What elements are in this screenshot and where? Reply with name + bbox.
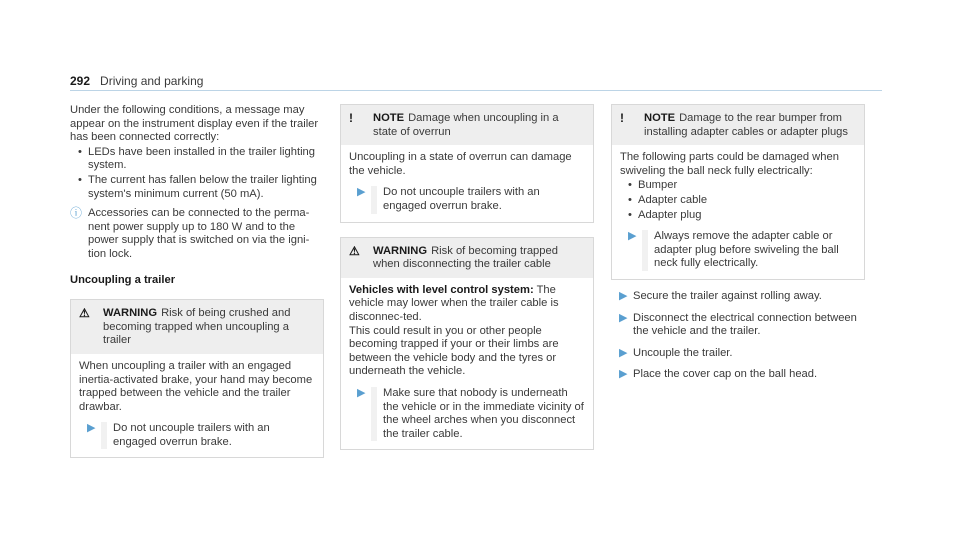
- warning-box: [70, 299, 324, 458]
- list-item: • The current has fallen below the trailer lighting system's minimum current (50 mA).: [70, 174, 324, 201]
- step-item: ▶ Do not uncouple trailers with an engaged overrun brake.: [79, 422, 315, 449]
- step-item: ▶ Disconnect the electrical connection between the vehicle and the trailer.: [611, 312, 865, 339]
- column-3: [611, 104, 865, 382]
- note-label: NOTE: [644, 112, 676, 124]
- note-header: [612, 105, 864, 145]
- note-box: [340, 104, 594, 223]
- step-arrow-icon: ▶: [357, 386, 366, 399]
- step-item: ▶ Make sure that nobody is underneath the vehicle or in the immediate vicinity of the wheel arches when you disconnect the trailer cable.: [349, 387, 585, 441]
- warning-header: [341, 238, 593, 278]
- step-arrow-icon: ▶: [619, 311, 628, 324]
- step-arrow-icon: ▶: [357, 186, 366, 199]
- step-item: ▶ Always remove the adapter cable or adapter plug before swiveling the ball neck fully electrically.: [620, 230, 856, 271]
- step-list: [611, 290, 865, 382]
- step-arrow-icon: ▶: [87, 422, 96, 435]
- list-item: • Adapter cable: [620, 194, 856, 208]
- warning-triangle-icon: ⚠: [349, 243, 360, 258]
- subheading: Uncoupling a trailer: [70, 273, 176, 286]
- step-item: ▶ Do not uncouple trailers with an engaged overrun brake.: [349, 186, 585, 213]
- header-rule: [70, 90, 882, 91]
- step-item: ▶ Place the cover cap on the ball head.: [611, 368, 865, 382]
- note-box: [611, 104, 865, 280]
- note-exclamation-icon: !: [620, 111, 624, 125]
- section-title: Driving and parking: [100, 74, 204, 88]
- warning-label: WARNING: [103, 307, 158, 320]
- warning-triangle-icon: ⚠: [79, 306, 90, 321]
- warning-body: Vehicles with level control system: The vehicle may lower when the trailer cable is disconnec-ted. This could result in you or other people becoming trapped if your or their limbs are between the vehicle body and the tyres or underneath the vehicle. ▶ Make sure that nobody is underneath the vehicle or in the immediate vicinity of the wheel arches when you disconnect the trailer cable.: [349, 283, 584, 440]
- step-arrow-icon: ▶: [619, 289, 628, 302]
- list-item: • LEDs have been installed in the trailer lighting system.: [70, 146, 324, 173]
- warning-header: [71, 300, 323, 354]
- page-number: 292: [70, 74, 91, 88]
- bullet-dot: •: [628, 208, 632, 221]
- note-header: [341, 105, 593, 145]
- note-title: Damage to the rear bumper from installing adapter cables or adapter plugs: [644, 112, 848, 138]
- step-item: ▶ Secure the trailer against rolling away.: [611, 290, 865, 304]
- warning-title: Risk of being crushed and becoming trapped when uncoupling a trailer: [103, 307, 291, 347]
- intro-text: Under the following conditions, a message may appear on the instrument display even if the trailer has been connected correctly:: [70, 104, 319, 144]
- note-title: Damage when uncoupling in a state of overrun: [373, 112, 559, 138]
- note-exclamation-icon: !: [349, 111, 353, 125]
- step-item: ▶ Uncouple the trailer.: [611, 347, 865, 361]
- page-header: [70, 74, 203, 88]
- warning-title: Risk of becoming trapped when disconnecting the trailer cable: [373, 244, 558, 271]
- step-arrow-icon: ▶: [628, 230, 637, 243]
- warning-label: WARNING: [373, 244, 428, 257]
- column-1: [70, 104, 324, 458]
- warning-body: When uncoupling a trailer with an engaged inertia-activated brake, your hand may become trapped between the vehicle and the trailer drawbar. ▶ Do not uncouple trailers with an engaged overrun brake.: [71, 354, 323, 458]
- note-body: Uncoupling in a state of overrun can damage the vehicle. ▶ Do not uncouple trailers with an engaged overrun brake.: [341, 145, 593, 221]
- bullet-dot: •: [628, 193, 632, 206]
- bullet-dot: •: [78, 145, 82, 158]
- step-arrow-icon: ▶: [619, 346, 628, 359]
- list-item: • Bumper: [620, 179, 856, 193]
- info-icon: ⓘ: [70, 206, 83, 221]
- list-item: • Adapter plug: [620, 209, 856, 223]
- note-body: The following parts could be damaged when swiveling the ball neck fully electrically: • Bumper • Adapter cable • Adapter plug ▶ Always remove the adapter cable or adapter plug before swiveling the ball neck fully electrically.: [612, 145, 864, 279]
- column-2: [340, 104, 594, 450]
- step-arrow-icon: ▶: [619, 368, 628, 381]
- note-label: NOTE: [373, 112, 405, 124]
- info-note: ⓘ Accessories can be connected to the perma-nent power supply up to 180 W and to the power supply that is switched on via the igni-tion lock.: [70, 206, 310, 260]
- warning-lead: Vehicles with level control system:: [349, 283, 534, 296]
- warning-box: [340, 237, 594, 451]
- bullet-dot: •: [78, 173, 82, 186]
- bullet-dot: •: [628, 179, 632, 192]
